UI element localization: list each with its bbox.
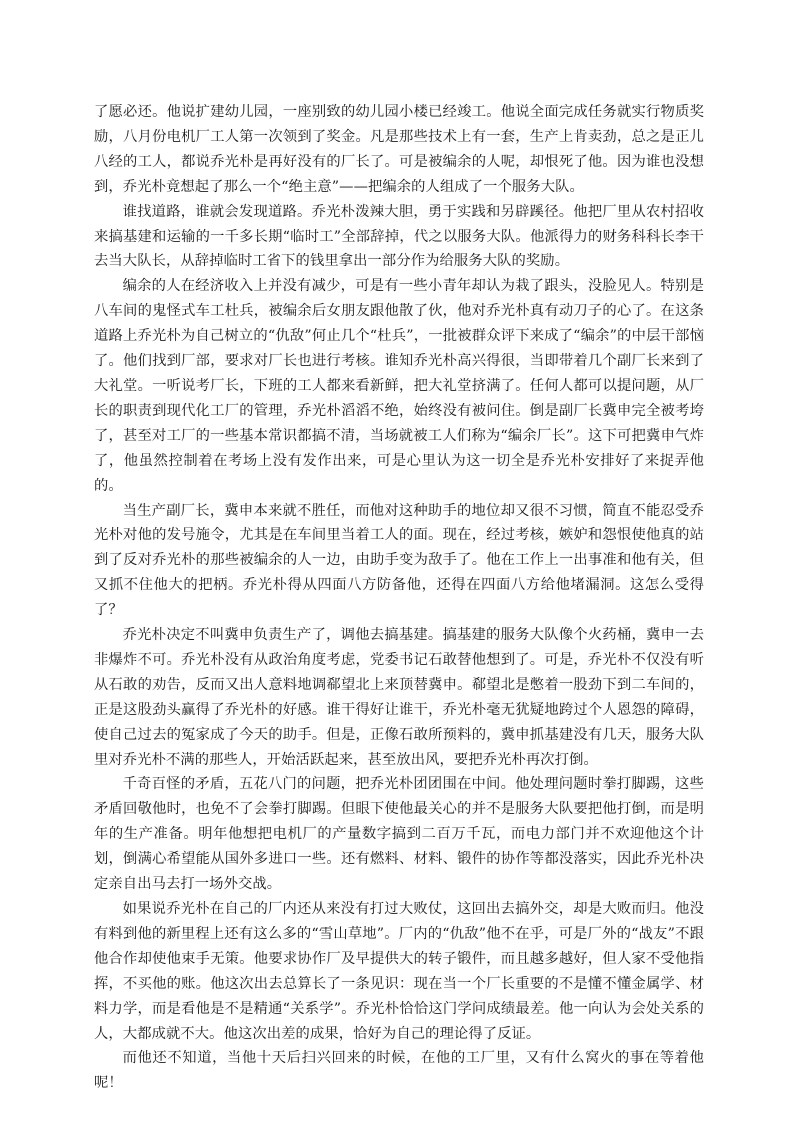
document-body: [94, 100, 704, 1096]
paragraph-4: 当生产副厂长，冀申本来就不胜任，而他对这种助手的地位却又很不习惯，简直不能忍受乔光朴对他的发号施令，尤其是在车间里当着工人的面。现在，经过考核，嫉妒和怨恨使他真的站到了反对乔光朴的那些被编余的人一边，由助手变为敌手了。他在工作上一出事准和他有关，但又抓不住他大的把柄。乔光朴得从四面八方防备他，还得在四面八方给他堵漏洞。这怎么受得了？: [94, 502, 704, 619]
paragraph-1: 了愿必还。他说扩建幼儿园，一座别致的幼儿园小楼已经竣工。他说全面完成任务就实行物质奖励，八月份电机厂工人第一次领到了奖金。凡是那些技术上有一套，生产上肯卖劲，总之是正儿八经的工人，都说乔光朴是再好没有的厂长了。可是被编余的人呢，却恨死了他。因为谁也没想到，乔光朴竟想起了那么一个“绝主意”——把编余的人组成了一个服务大队。: [94, 104, 704, 195]
paragraph-6: 千奇百怪的矛盾，五花八门的问题，把乔光朴团团围在中间。他处理问题时拳打脚踢，这些矛盾回敬他时，也免不了会拳打脚踢。但眼下使他最关心的并不是服务大队要把他打倒，而是明年的生产准备。明年他想把电机厂的产量数字搞到二百万千瓦，而电力部门并不欢迎他这个计划，倒满心希望能从国外多进口一些。还有燃料、材料、锻件的协作等都没落实，因此乔光朴决定亲自出马去打一场外交战。: [94, 776, 704, 893]
paragraph-8: 而他还不知道，当他十天后扫兴回来的时候，在他的工厂里，又有什么窝火的事在等着他呢！: [94, 1050, 704, 1092]
paragraph-3: 编余的人在经济收入上并没有减少，可是有一些小青年却认为栽了跟头，没脸见人。特别是八车间的鬼怪式车工杜兵，被编余后女朋友跟他散了伙，他对乔光朴真有动刀子的心了。在这条道路上乔光朴为自己树立的“仇敌”何止几个“杜兵”，一批被群众评下来成了“编余”的中层干部恼了。他们找到厂部，要求对厂长也进行考核。谁知乔光朴高兴得很，当即带着几个副厂长来到了大礼堂。一听说考厂长，下班的工人都来看新鲜，把大礼堂挤满了。任何人都可以提问题，从厂长的职责到现代化工厂的管理，乔光朴滔滔不绝，始终没有被问住。倒是副厂长冀申完全被考垮了，甚至对工厂的一些基本常识都搞不清，当场就被工人们称为“编余厂长”。这下可把冀申气炸了，他虽然控制着在考场上没有发作出来，可是心里认为这一切全是乔光朴安排好了来捉弄他的。: [94, 278, 704, 494]
paragraph-7: 如果说乔光朴在自己的厂内还从来没有打过大败仗，这回出去搞外交，却是大败而归。他没有料到他的新里程上还有这么多的“雪山草地”。厂内的“仇敌”他不在乎，可是厂外的“战友”不跟他合作却使他束手无策。他要求协作厂及早提供大的转子锻件，而且越多越好，但人家不受他指挥，不买他的账。他这次出去总算长了一条见识：现在当一个厂长重要的不是懂不懂金属学、材料力学，而是看他是不是精通“关系学”。乔光朴恰恰这门学问成绩最差。他一向认为会处关系的人，大都成就不大。他这次出差的成果，恰好为自己的理论得了反证。: [94, 901, 704, 1042]
paragraph-5: 乔光朴决定不叫冀申负责生产了，调他去搞基建。搞基建的服务大队像个火药桶，冀申一去非爆炸不可。乔光朴没有从政治角度考虑，党委书记石敢替他想到了。可是，乔光朴不仅没有听从石敢的劝告，反而又出人意料地调郗望北上来顶替冀申。郗望北是憋着一股劲下到二车间的，正是这股劲头赢得了乔光朴的好感。谁干得好让谁干，乔光朴毫无犹疑地跨过个人恩怨的障碍，使自己过去的冤家成了今天的助手。但是，正像石敢所预料的，冀申抓基建没有几天，服务大队里对乔光朴不满的那些人，开始活跃起来，甚至放出风，要把乔光朴再次打倒。: [94, 627, 704, 768]
paragraph-2: 谁找道路，谁就会发现道路。乔光朴泼辣大胆，勇于实践和另辟蹊径。他把厂里从农村招收来搞基建和运输的一千多长期“临时工”全部辞掉，代之以服务大队。他派得力的财务科科长李干去当大队长，从辞掉临时工省下的钱里拿出一部分作为给服务大队的奖励。: [94, 203, 704, 270]
